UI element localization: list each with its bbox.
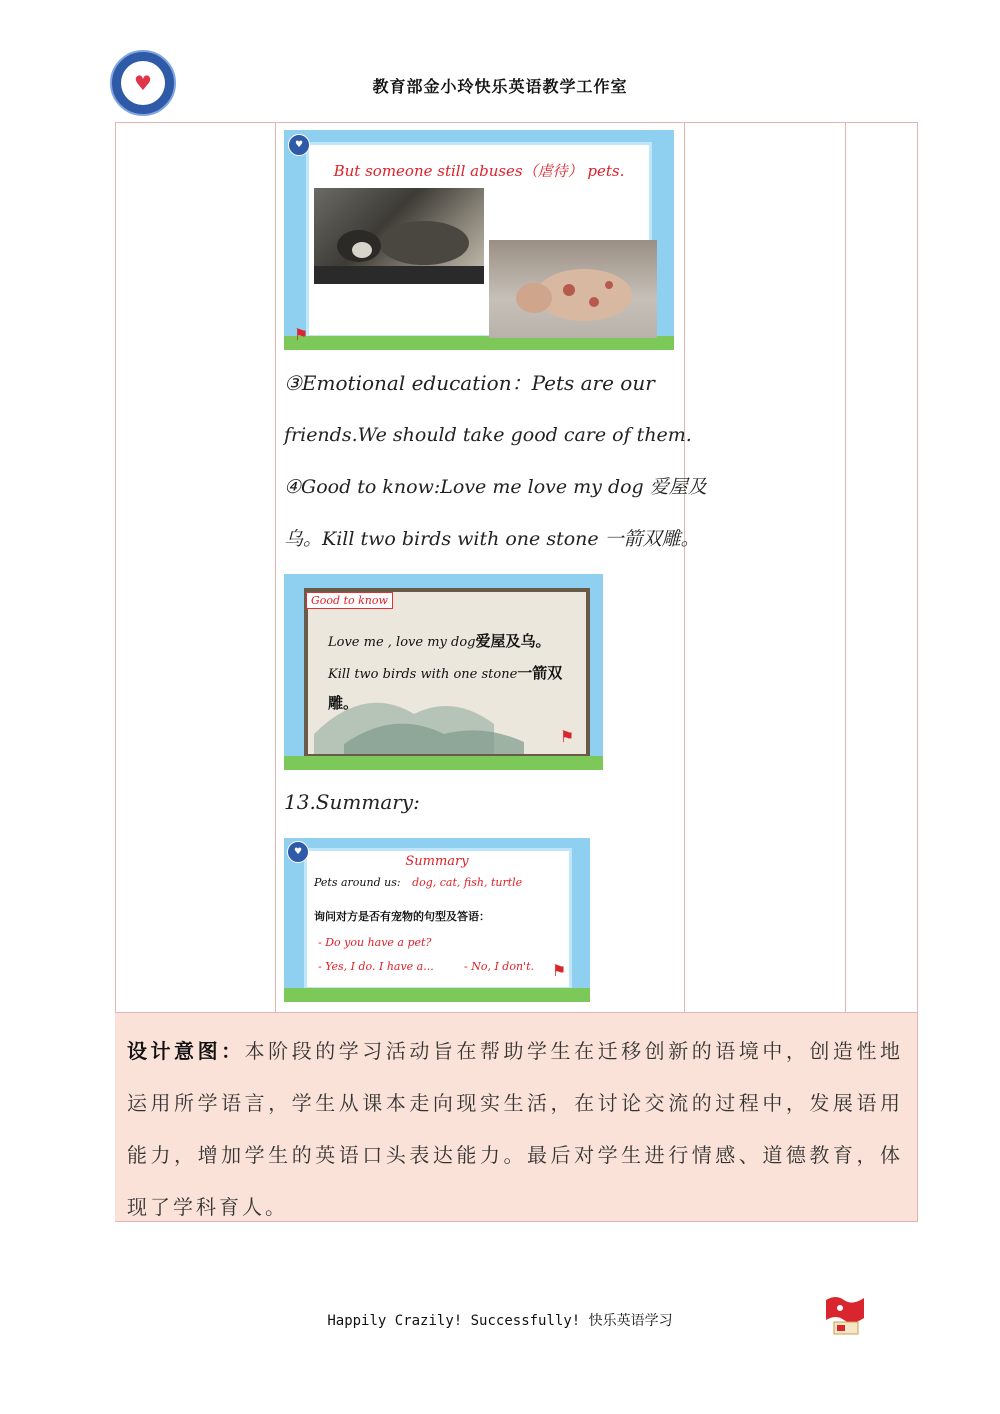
summary-answer-no: - No, I don't. bbox=[464, 960, 534, 973]
good-to-know-tag: Good to know bbox=[306, 592, 393, 609]
slide-line-1-en: Love me , love my dog bbox=[328, 635, 476, 650]
school-emblem-icon: ♥ bbox=[287, 841, 309, 863]
table-top-border bbox=[115, 122, 917, 123]
page-footer-text: Happily Crazily! Successfully! 快乐英语学习 bbox=[327, 1313, 673, 1329]
table-right-border bbox=[917, 122, 918, 1222]
slide-good-to-know-line-1 bbox=[328, 630, 551, 651]
summary-title: Summary bbox=[405, 854, 469, 869]
design-intent-box bbox=[115, 1012, 917, 1222]
flag-logo-icon: ⚑ bbox=[293, 325, 309, 344]
good-to-know-line-1: ④Good to know:Love me love my dog 爱屋及 bbox=[284, 476, 707, 498]
slide-good-to-know-line-3: 雕。 bbox=[328, 694, 359, 712]
table-column-divider-1 bbox=[275, 122, 276, 1012]
slide-abuse-title: But someone still abuses（虐待） pets. bbox=[333, 162, 625, 180]
school-emblem-icon: ♥ bbox=[110, 50, 176, 116]
slide-abuse bbox=[284, 130, 674, 350]
emotional-education-line-2: friends.We should take good care of them. bbox=[284, 424, 692, 446]
summary-question: - Do you have a pet? bbox=[318, 936, 432, 949]
slide-good-to-know-line-2 bbox=[328, 662, 562, 683]
slide-line-2-cn: 一箭双 bbox=[517, 664, 563, 682]
flag-logo-icon bbox=[822, 1292, 868, 1338]
table-column-divider-2 bbox=[684, 122, 685, 1012]
school-emblem-icon: ♥ bbox=[288, 134, 310, 156]
summary-pets-list: dog, cat, fish, turtle bbox=[412, 876, 523, 889]
abused-dog-photo bbox=[489, 240, 657, 338]
slide-line-1-cn: 爱屋及乌。 bbox=[475, 632, 551, 650]
slide-good-to-know bbox=[284, 574, 603, 770]
page-header-title: 教育部金小玲快乐英语教学工作室 bbox=[372, 77, 628, 96]
summary-heading: 13.Summary: bbox=[284, 790, 420, 814]
design-intent-text: 本阶段的学习活动旨在帮助学生在迁移创新的语境中，创造性地运用所学语言，学生从课本走向现实生活，在讨论交流的过程中，发展语用能力，增加学生的英语口头表达能力。最后对学生进行情感、道德教育，体现了学科育人。 bbox=[127, 1039, 903, 1219]
summary-question-label: 询问对方是否有宠物的句型及答语： bbox=[314, 910, 490, 923]
flag-logo-icon: ⚑ bbox=[559, 727, 575, 746]
emotional-education-line-1: ③Emotional education：Pets are our bbox=[284, 371, 655, 395]
table-column-divider-3 bbox=[845, 122, 846, 1012]
summary-pets-label: Pets around us: bbox=[314, 876, 401, 889]
summary-answer-yes: - Yes, I do. I have a... bbox=[318, 960, 434, 973]
flag-logo-icon: ⚑ bbox=[551, 961, 567, 980]
slide-line-2-en: Kill two birds with one stone bbox=[328, 667, 518, 682]
good-to-know-line-2: 乌。Kill two birds with one stone 一箭双雕。 bbox=[284, 528, 700, 550]
summary-pets-line bbox=[314, 876, 522, 889]
design-intent-label: 设计意图： bbox=[127, 1039, 245, 1063]
abused-husky-photo bbox=[314, 188, 484, 284]
design-intent-paragraph bbox=[127, 1025, 903, 1233]
slide-summary bbox=[284, 838, 590, 1002]
